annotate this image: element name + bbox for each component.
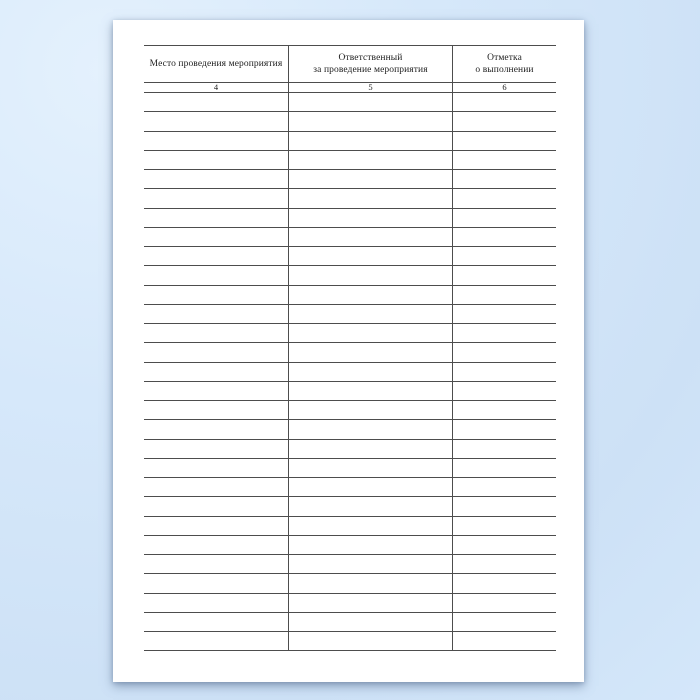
- event-log-table: [144, 45, 556, 651]
- table-row: [144, 420, 556, 439]
- table-cell: [288, 594, 452, 612]
- table-cell: [144, 382, 288, 400]
- table-cell: [452, 286, 556, 304]
- table-cell: [452, 555, 556, 573]
- table-cell: [452, 209, 556, 227]
- table-cell: [144, 478, 288, 496]
- header-label-completion-line2: о выполнении: [475, 65, 534, 75]
- document-page: [113, 20, 584, 682]
- table-row: [144, 324, 556, 343]
- table-cell: [144, 209, 288, 227]
- table-cell: [288, 112, 452, 130]
- table-row: [144, 459, 556, 478]
- table-cell: [144, 517, 288, 535]
- table-cell: [452, 382, 556, 400]
- table-row: [144, 613, 556, 632]
- table-cell: [144, 189, 288, 207]
- table-cell: [288, 151, 452, 169]
- table-cell: [452, 228, 556, 246]
- table-cell: [288, 632, 452, 650]
- table-cell: [144, 170, 288, 188]
- table-cell: [452, 305, 556, 323]
- table-row: [144, 594, 556, 613]
- table-cell: [452, 401, 556, 419]
- table-cell: [288, 132, 452, 150]
- table-cell: [288, 343, 452, 361]
- table-cell: [288, 401, 452, 419]
- header-cell-responsible: [288, 46, 452, 82]
- table-row: [144, 93, 556, 112]
- table-row: [144, 632, 556, 651]
- header-label-completion-line1: Отметка: [487, 53, 522, 63]
- table-cell: [452, 632, 556, 650]
- table-cell: [288, 324, 452, 342]
- table-row: [144, 112, 556, 131]
- table-cell: [144, 363, 288, 381]
- table-row: [144, 363, 556, 382]
- table-cell: [288, 555, 452, 573]
- table-cell: [452, 324, 556, 342]
- table-cell: [288, 440, 452, 458]
- table-row: [144, 343, 556, 362]
- table-cell: [288, 420, 452, 438]
- table-row: [144, 382, 556, 401]
- table-cell: [144, 324, 288, 342]
- table-cell: [288, 536, 452, 554]
- table-cell: [144, 632, 288, 650]
- table-cell: [144, 420, 288, 438]
- column-number-4: 4: [213, 82, 219, 92]
- table-cell: [288, 93, 452, 111]
- table-cell: [452, 247, 556, 265]
- table-cell: [144, 555, 288, 573]
- table-row: [144, 305, 556, 324]
- table-cell: [144, 132, 288, 150]
- table-cell: [144, 112, 288, 130]
- table-cell: [288, 517, 452, 535]
- table-cell: [144, 459, 288, 477]
- table-cell: [144, 536, 288, 554]
- table-cell: [144, 93, 288, 111]
- table-cell: [288, 382, 452, 400]
- table-cell: [144, 247, 288, 265]
- table-row: [144, 132, 556, 151]
- table-cell: [452, 151, 556, 169]
- table-row: [144, 266, 556, 285]
- table-cell: [452, 363, 556, 381]
- table-cell: [288, 247, 452, 265]
- table-cell: [144, 594, 288, 612]
- table-row: [144, 555, 556, 574]
- table-cell: [452, 93, 556, 111]
- header-cell-place: [144, 46, 288, 82]
- column-number-row: [144, 82, 556, 93]
- table-cell: [288, 209, 452, 227]
- table-row: [144, 189, 556, 208]
- table-cell: [144, 151, 288, 169]
- table-cell: [288, 613, 452, 631]
- table-cell: [452, 343, 556, 361]
- table-header-row: [144, 45, 556, 82]
- table-row: [144, 151, 556, 170]
- table-cell: [452, 440, 556, 458]
- table-cell: [144, 401, 288, 419]
- table-cell: [452, 536, 556, 554]
- table-row: [144, 478, 556, 497]
- header-cell-completion-mark: [452, 46, 556, 82]
- table-cell: [452, 266, 556, 284]
- table-cell: [452, 459, 556, 477]
- table-cell: [452, 132, 556, 150]
- table-cell: [288, 170, 452, 188]
- table-cell: [288, 189, 452, 207]
- table-row: [144, 517, 556, 536]
- table-cell: [288, 266, 452, 284]
- table-cell: [288, 478, 452, 496]
- table-cell: [288, 228, 452, 246]
- table-cell: [288, 574, 452, 592]
- table-row: [144, 574, 556, 593]
- table-cell: [144, 613, 288, 631]
- column-number-6: 6: [452, 83, 556, 92]
- table-cell: [452, 112, 556, 130]
- table-cell: [144, 266, 288, 284]
- table-cell: [144, 440, 288, 458]
- header-label-responsible-line2: за проведение мероприятия: [313, 65, 428, 75]
- table-body: [144, 93, 556, 651]
- table-cell: [288, 363, 452, 381]
- table-cell: [452, 189, 556, 207]
- table-cell: [288, 286, 452, 304]
- table-cell: [452, 497, 556, 515]
- table-cell: [452, 420, 556, 438]
- table-cell: [452, 478, 556, 496]
- table-cell: [452, 170, 556, 188]
- table-cell: [452, 574, 556, 592]
- header-label-place: Место проведения мероприятия: [149, 59, 283, 69]
- table-cell: [144, 286, 288, 304]
- table-row: [144, 497, 556, 516]
- table-cell: [144, 497, 288, 515]
- table-row: [144, 536, 556, 555]
- table-cell: [288, 497, 452, 515]
- table-row: [144, 209, 556, 228]
- column-number-5: 5: [288, 83, 452, 92]
- header-label-responsible-line1: Ответственный: [338, 53, 403, 63]
- table-row: [144, 170, 556, 189]
- table-cell: [452, 613, 556, 631]
- table-cell: [144, 574, 288, 592]
- table-cell: [144, 228, 288, 246]
- table-row: [144, 401, 556, 420]
- table-row: [144, 247, 556, 266]
- table-row: [144, 228, 556, 247]
- table-cell: [144, 305, 288, 323]
- table-row: [144, 440, 556, 459]
- table-cell: [288, 459, 452, 477]
- table-cell: [144, 343, 288, 361]
- table-cell: [452, 517, 556, 535]
- table-cell: [452, 594, 556, 612]
- table-row: [144, 286, 556, 305]
- table-cell: [288, 305, 452, 323]
